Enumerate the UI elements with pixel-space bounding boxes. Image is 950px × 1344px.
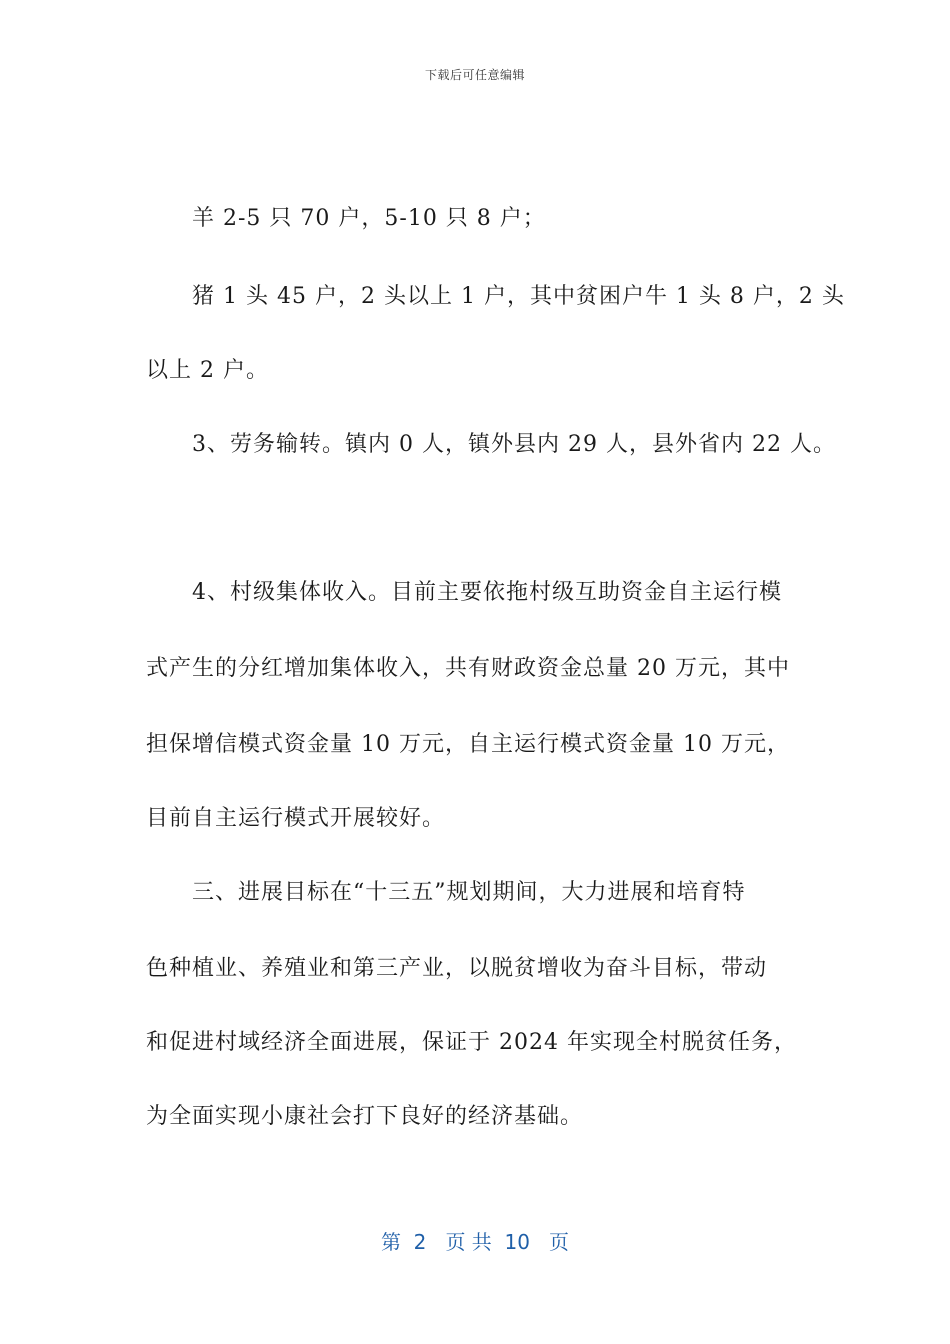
paragraph-line: 三、进展目标在“十三五”规划期间，大力进展和培育特 [192,880,746,905]
paragraph-line: 羊 2-5 只 70 户，5-10 只 8 户； [192,206,546,231]
paragraph-line: 4、村级集体收入。目前主要依拖村级互助资金自主运行模 [192,580,782,605]
paragraph-line: 式产生的分红增加集体收入，共有财政资金总量 20 万元，其中 [146,656,790,681]
paragraph-line: 色种植业、养殖业和第三产业，以脱贫增收为奋斗目标，带动 [146,956,768,981]
paragraph-line: 和促进村域经济全面进展，保证于 2024 年实现全村脱贫任务， [146,1030,797,1055]
page-header: 下载后可任意编辑 [424,68,525,82]
paragraph-line: 以上 2 户。 [146,358,269,383]
page-number-footer: 第 2 页 共 10 页 [380,1230,570,1254]
paragraph-line: 为全面实现小康社会打下良好的经济基础。 [146,1104,584,1129]
paragraph-line: 担保增信模式资金量 10 万元，自主运行模式资金量 10 万元， [146,732,790,757]
paragraph-line: 猪 1 头 45 户，2 头以上 1 户，其中贫困户牛 1 头 8 户，2 头 [192,284,845,309]
paragraph-line: 目前自主运行模式开展较好。 [146,806,446,831]
paragraph-line: 3、劳务输转。镇内 0 人，镇外县内 29 人，县外省内 22 人。 [192,432,836,457]
